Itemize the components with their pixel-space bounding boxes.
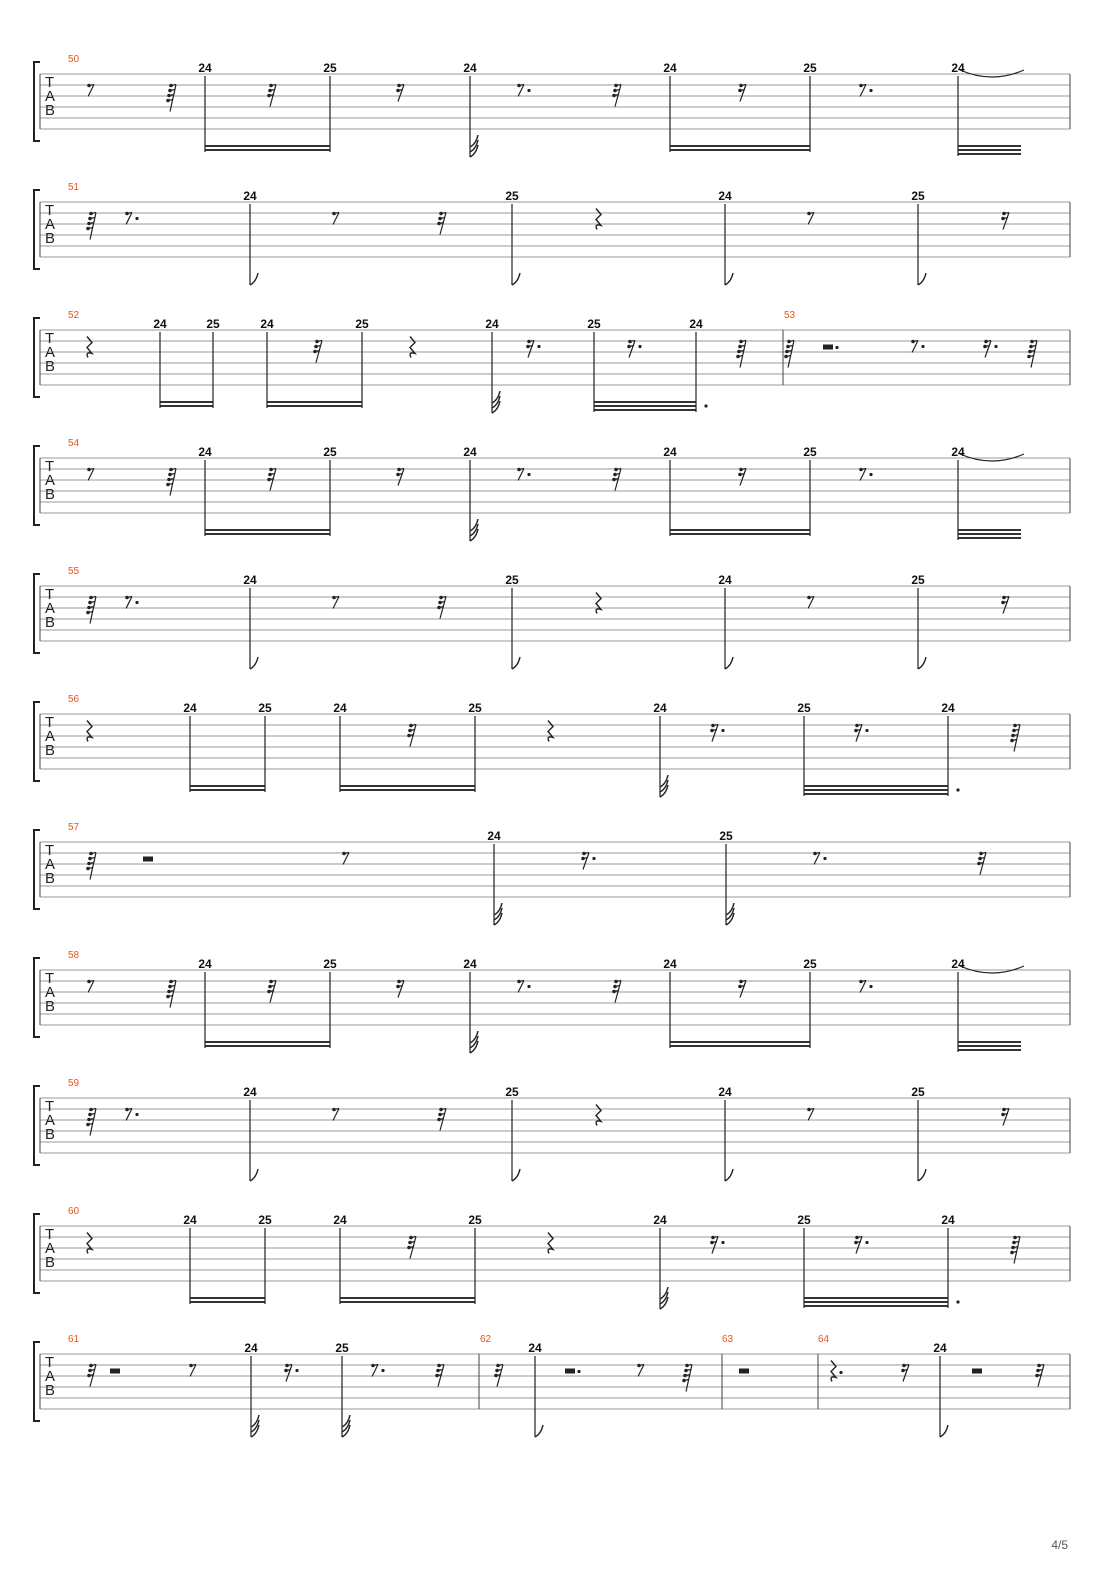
quarter-rest — [596, 209, 601, 230]
fret-number: 24 — [244, 1341, 258, 1355]
tab-clef-letter: T — [45, 714, 55, 731]
quarter-rest — [548, 1233, 553, 1254]
rest-dot — [823, 857, 826, 860]
page-number: 4/5 — [1051, 1538, 1068, 1552]
half-rest — [143, 857, 153, 862]
fret-number: 25 — [505, 573, 519, 587]
fret-number: 24 — [941, 1213, 955, 1227]
tab-system — [34, 1334, 1070, 1437]
system-bracket — [34, 830, 40, 909]
fret-number: 25 — [258, 1213, 272, 1227]
fret-number: 25 — [505, 1085, 519, 1099]
tab-clef-letter: T — [45, 842, 55, 859]
rest-dot — [869, 985, 872, 988]
fret-number: 25 — [803, 61, 817, 75]
quarter-rest — [596, 593, 601, 614]
tab-clef-letter: A — [45, 216, 56, 233]
tab-clef-letter: A — [45, 472, 56, 489]
measure-number: 58 — [68, 950, 80, 961]
measure-number: 57 — [68, 822, 80, 833]
rest-dot — [865, 1241, 868, 1244]
augmentation-dot — [704, 404, 707, 407]
quarter-rest — [87, 337, 92, 358]
fret-number: 25 — [323, 61, 337, 75]
tab-clef-letter: T — [45, 586, 55, 603]
note-flag — [512, 657, 520, 669]
half-rest — [110, 1369, 120, 1374]
tab-clef-letter: A — [45, 1240, 56, 1257]
rest-dot — [577, 1370, 580, 1373]
half-rest — [823, 345, 833, 350]
fret-number: 24 — [718, 189, 732, 203]
tab-system — [34, 1078, 1070, 1181]
tab-clef-letter: B — [45, 230, 56, 247]
rest-dot — [135, 1113, 138, 1116]
system-bracket — [34, 62, 40, 141]
half-rest — [739, 1369, 749, 1374]
half-rest — [972, 1369, 982, 1374]
measure-number: 55 — [68, 566, 80, 577]
tab-clef-letter: B — [45, 1254, 56, 1271]
fret-number: 25 — [323, 445, 337, 459]
system-bracket — [34, 958, 40, 1037]
measure-number: 56 — [68, 694, 80, 705]
fret-number: 24 — [653, 701, 667, 715]
fret-number: 24 — [243, 189, 257, 203]
fret-number: 24 — [463, 445, 477, 459]
tab-clef-letter: B — [45, 486, 56, 503]
note-flag — [512, 1169, 520, 1181]
note-flag — [250, 1169, 258, 1181]
fret-number: 25 — [803, 957, 817, 971]
measure-number: 51 — [68, 182, 80, 193]
measure-number: 64 — [818, 1334, 830, 1345]
measure-number: 59 — [68, 1078, 80, 1089]
system-bracket — [34, 1214, 40, 1293]
rest-dot — [869, 473, 872, 476]
system-bracket — [34, 318, 40, 397]
tab-clef-letter: B — [45, 1382, 56, 1399]
fret-number: 24 — [663, 957, 677, 971]
fret-number: 24 — [183, 1213, 197, 1227]
system-bracket — [34, 574, 40, 653]
fret-number: 24 — [933, 1341, 947, 1355]
measure-number: 50 — [68, 54, 80, 65]
fret-number: 24 — [153, 317, 167, 331]
rest-dot — [135, 601, 138, 604]
note-flag — [940, 1425, 948, 1437]
rest-dot — [835, 346, 838, 349]
tab-clef-letter: T — [45, 1226, 55, 1243]
rest-dot — [921, 345, 924, 348]
tab-clef-letter: A — [45, 728, 56, 745]
note-flag — [918, 1169, 926, 1181]
augmentation-dot — [956, 788, 959, 791]
rest-dot — [527, 89, 530, 92]
rest-dot — [721, 1241, 724, 1244]
rest-dot — [135, 217, 138, 220]
tab-clef-letter: A — [45, 600, 56, 617]
tab-clef-letter: A — [45, 984, 56, 1001]
fret-number: 24 — [663, 61, 677, 75]
note-flag — [535, 1425, 543, 1437]
rest-dot — [721, 729, 724, 732]
fret-number: 24 — [243, 1085, 257, 1099]
fret-number: 25 — [323, 957, 337, 971]
tab-clef-letter: A — [45, 856, 56, 873]
measure-number: 62 — [480, 1334, 492, 1345]
system-bracket — [34, 446, 40, 525]
fret-number: 24 — [663, 445, 677, 459]
tab-clef-letter: T — [45, 458, 55, 475]
rest-dot — [527, 985, 530, 988]
tab-system — [34, 438, 1070, 541]
tab-clef-letter: T — [45, 1098, 55, 1115]
tab-system — [34, 54, 1070, 157]
fret-number: 24 — [485, 317, 499, 331]
system-bracket — [34, 1342, 40, 1421]
fret-number: 24 — [463, 957, 477, 971]
fret-number: 24 — [941, 701, 955, 715]
tab-clef-letter: T — [45, 1354, 55, 1371]
fret-number: 24 — [198, 445, 212, 459]
tab-clef-letter: B — [45, 742, 56, 759]
tab-system — [34, 950, 1070, 1053]
fret-number: 24 — [528, 1341, 542, 1355]
tab-clef-letter: B — [45, 998, 56, 1015]
quarter-rest — [87, 1233, 92, 1254]
fret-number: 24 — [951, 61, 965, 75]
fret-number: 24 — [243, 573, 257, 587]
measure-number: 60 — [68, 1206, 80, 1217]
fret-number: 25 — [797, 1213, 811, 1227]
tab-system — [34, 1206, 1070, 1309]
fret-number: 25 — [206, 317, 220, 331]
measure-number: 63 — [722, 1334, 734, 1345]
fret-number: 24 — [653, 1213, 667, 1227]
fret-number: 24 — [260, 317, 274, 331]
fret-number: 25 — [803, 445, 817, 459]
fret-number: 24 — [718, 573, 732, 587]
tab-clef-letter: B — [45, 102, 56, 119]
fret-number: 24 — [718, 1085, 732, 1099]
tab-clef-letter: A — [45, 88, 56, 105]
fret-number: 25 — [797, 701, 811, 715]
measure-number: 53 — [784, 310, 796, 321]
fret-number: 25 — [911, 189, 925, 203]
tab-system — [34, 822, 1070, 925]
half-rest — [565, 1369, 575, 1374]
quarter-rest — [87, 721, 92, 742]
rest-dot — [592, 857, 595, 860]
system-bracket — [34, 1086, 40, 1165]
augmentation-dot — [956, 1300, 959, 1303]
tab-clef-letter: T — [45, 74, 55, 91]
note-flag — [918, 657, 926, 669]
fret-number: 25 — [719, 829, 733, 843]
quarter-rest — [410, 337, 415, 358]
tab-clef-letter: T — [45, 330, 55, 347]
tab-system — [34, 694, 1070, 797]
rest-dot — [381, 1369, 384, 1372]
rest-dot — [865, 729, 868, 732]
tab-clef-letter: B — [45, 1126, 56, 1143]
fret-number: 25 — [258, 701, 272, 715]
tab-clef-letter: T — [45, 202, 55, 219]
fret-number: 24 — [487, 829, 501, 843]
measure-number: 52 — [68, 310, 80, 321]
fret-number: 24 — [198, 957, 212, 971]
fret-number: 24 — [951, 445, 965, 459]
tab-clef-letter: B — [45, 358, 56, 375]
measure-number: 54 — [68, 438, 80, 449]
fret-number: 24 — [463, 61, 477, 75]
fret-number: 24 — [333, 701, 347, 715]
rest-dot — [839, 1371, 842, 1374]
system-bracket — [34, 702, 40, 781]
rest-dot — [537, 345, 540, 348]
fret-number: 24 — [198, 61, 212, 75]
tab-clef-letter: B — [45, 870, 56, 887]
fret-number: 24 — [951, 957, 965, 971]
note-flag — [512, 273, 520, 285]
fret-number: 25 — [335, 1341, 349, 1355]
note-flag — [918, 273, 926, 285]
system-bracket — [34, 190, 40, 269]
quarter-rest — [596, 1105, 601, 1126]
fret-number: 24 — [183, 701, 197, 715]
fret-number: 25 — [587, 317, 601, 331]
tab-clef-letter: B — [45, 614, 56, 631]
fret-number: 25 — [468, 701, 482, 715]
note-flag — [725, 273, 733, 285]
fret-number: 24 — [333, 1213, 347, 1227]
tab-clef-letter: A — [45, 344, 56, 361]
rest-dot — [527, 473, 530, 476]
tab-clef-letter: T — [45, 970, 55, 987]
fret-number: 24 — [689, 317, 703, 331]
tab-system — [34, 566, 1070, 669]
rest-dot — [994, 345, 997, 348]
note-flag — [250, 657, 258, 669]
tab-clef-letter: A — [45, 1368, 56, 1385]
rest-dot — [638, 345, 641, 348]
measure-number: 61 — [68, 1334, 80, 1345]
fret-number: 25 — [355, 317, 369, 331]
fret-number: 25 — [468, 1213, 482, 1227]
fret-number: 25 — [911, 573, 925, 587]
fret-number: 25 — [911, 1085, 925, 1099]
rest-dot — [295, 1369, 298, 1372]
note-flag — [725, 657, 733, 669]
tab-clef-letter: A — [45, 1112, 56, 1129]
note-flag — [725, 1169, 733, 1181]
note-flag — [250, 273, 258, 285]
rest-dot — [869, 89, 872, 92]
tab-system — [34, 310, 1070, 413]
tab-system — [34, 182, 1070, 285]
fret-number: 25 — [505, 189, 519, 203]
quarter-rest — [548, 721, 553, 742]
quarter-rest — [831, 1361, 836, 1382]
